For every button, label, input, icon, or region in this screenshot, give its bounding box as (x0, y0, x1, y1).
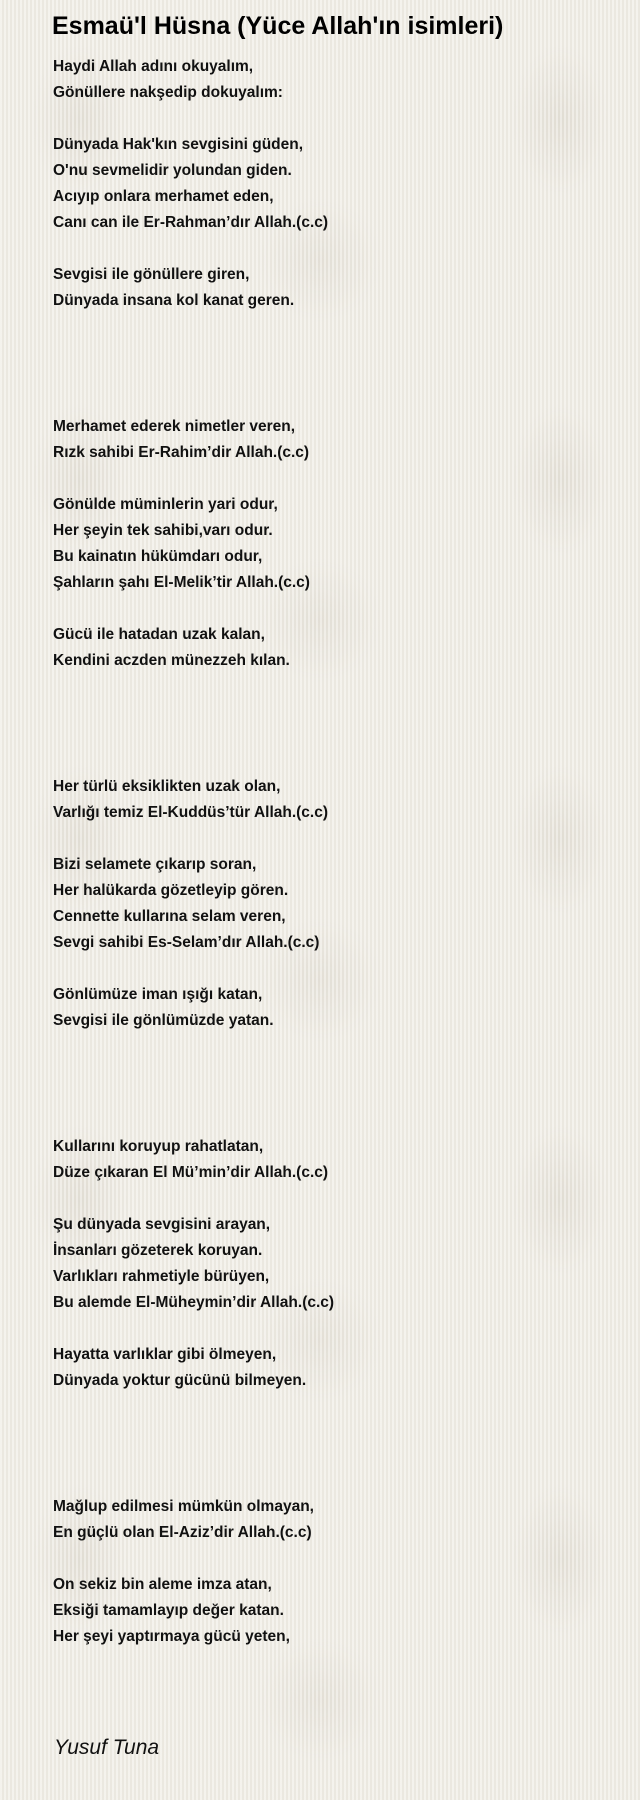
poem-line: Her şeyin tek sahibi,varı odur. (53, 522, 273, 539)
stanza (53, 1212, 613, 1316)
poem-line: Canı can ile Er-Rahman’dır Allah.(c.c) (53, 214, 329, 231)
stanza (53, 54, 613, 106)
poem-line: Eksiği tamamlayıp değer katan. (53, 1602, 284, 1619)
poem-line: O'nu sevmelidir yolundan giden. (53, 162, 292, 179)
poem-line: Varlığı temiz El-Kuddüs’tür Allah.(c.c) (53, 804, 329, 821)
stanza (53, 492, 613, 596)
poem-line: Varlıkları rahmetiyle bürüyen, (53, 1268, 270, 1285)
poem-line: Hayatta varlıklar gibi ölmeyen, (53, 1346, 277, 1363)
poem-line: Sevgisi ile gönlümüzde yatan. (53, 1012, 274, 1029)
stanza (53, 1494, 613, 1546)
poem-line: Her şeyi yaptırmaya gücü yeten, (53, 1628, 290, 1645)
poem-line: Cennette kullarına selam veren, (53, 908, 286, 925)
poem-line: Merhamet ederek nimetler veren, (53, 418, 296, 435)
poem-line: Düze çıkaran El Mü’min’dir Allah.(c.c) (53, 1164, 329, 1181)
poem-body (53, 54, 613, 1676)
author-signature: Yusuf Tuna (54, 1736, 160, 1759)
poem-line: Şahların şahı El-Melik’tir Allah.(c.c) (53, 574, 310, 591)
stanza (53, 414, 613, 466)
stanza (53, 1342, 613, 1394)
poem-line: Dünyada Hak'kın sevgisini güden, (53, 136, 304, 153)
poem-line: Bu alemde El-Müheymin’dir Allah.(c.c) (53, 1294, 335, 1311)
stanza (53, 852, 613, 956)
poem-line: Acıyıp onlara merhamet eden, (53, 188, 274, 205)
poem-line: Rızk sahibi Er-Rahim’dir Allah.(c.c) (53, 444, 310, 461)
poem-line: Dünyada yoktur gücünü bilmeyen. (53, 1372, 307, 1389)
poem-line: Dünyada insana kol kanat geren. (53, 292, 295, 309)
stanza (53, 1134, 613, 1186)
poem-line: Haydi Allah adını okuyalım, (53, 58, 254, 75)
poem-line: Gönülde müminlerin yari odur, (53, 496, 278, 513)
stanza (53, 982, 613, 1034)
poem-line: Bu kainatın hükümdarı odur, (53, 548, 263, 565)
poem-line: Sevgi sahibi Es-Selam’dır Allah.(c.c) (53, 934, 320, 951)
poem-line: İnsanları gözeterek koruyan. (53, 1242, 263, 1259)
poem-line: Gönlümüze iman ışığı katan, (53, 986, 263, 1003)
stanza (53, 132, 613, 236)
poem-line: Şu dünyada sevgisini arayan, (53, 1216, 271, 1233)
poem-line: Gücü ile hatadan uzak kalan, (53, 626, 265, 643)
poem-line: Her halükarda gözetleyip gören. (53, 882, 289, 899)
poem-line: Gönüllere nakşedip dokuyalım: (53, 84, 283, 101)
poem-title: Esmaü'l Hüsna (Yüce Allah'ın isimleri) (52, 12, 504, 40)
stanza (53, 622, 613, 674)
poem-line: Kullarını koruyup rahatlatan, (53, 1138, 264, 1155)
poem-line: On sekiz bin aleme imza atan, (53, 1576, 272, 1593)
poem-line: Her türlü eksiklikten uzak olan, (53, 778, 281, 795)
poem-line: Bizi selamete çıkarıp soran, (53, 856, 257, 873)
stanza (53, 1572, 613, 1650)
poem-line: Sevgisi ile gönüllere giren, (53, 266, 250, 283)
poem-line: Kendini aczden münezzeh kılan. (53, 652, 290, 669)
poem-line: Mağlup edilmesi mümkün olmayan, (53, 1498, 314, 1515)
stanza (53, 774, 613, 826)
stanza (53, 262, 613, 314)
poem-line: En güçlü olan El-Aziz’dir Allah.(c.c) (53, 1524, 312, 1541)
